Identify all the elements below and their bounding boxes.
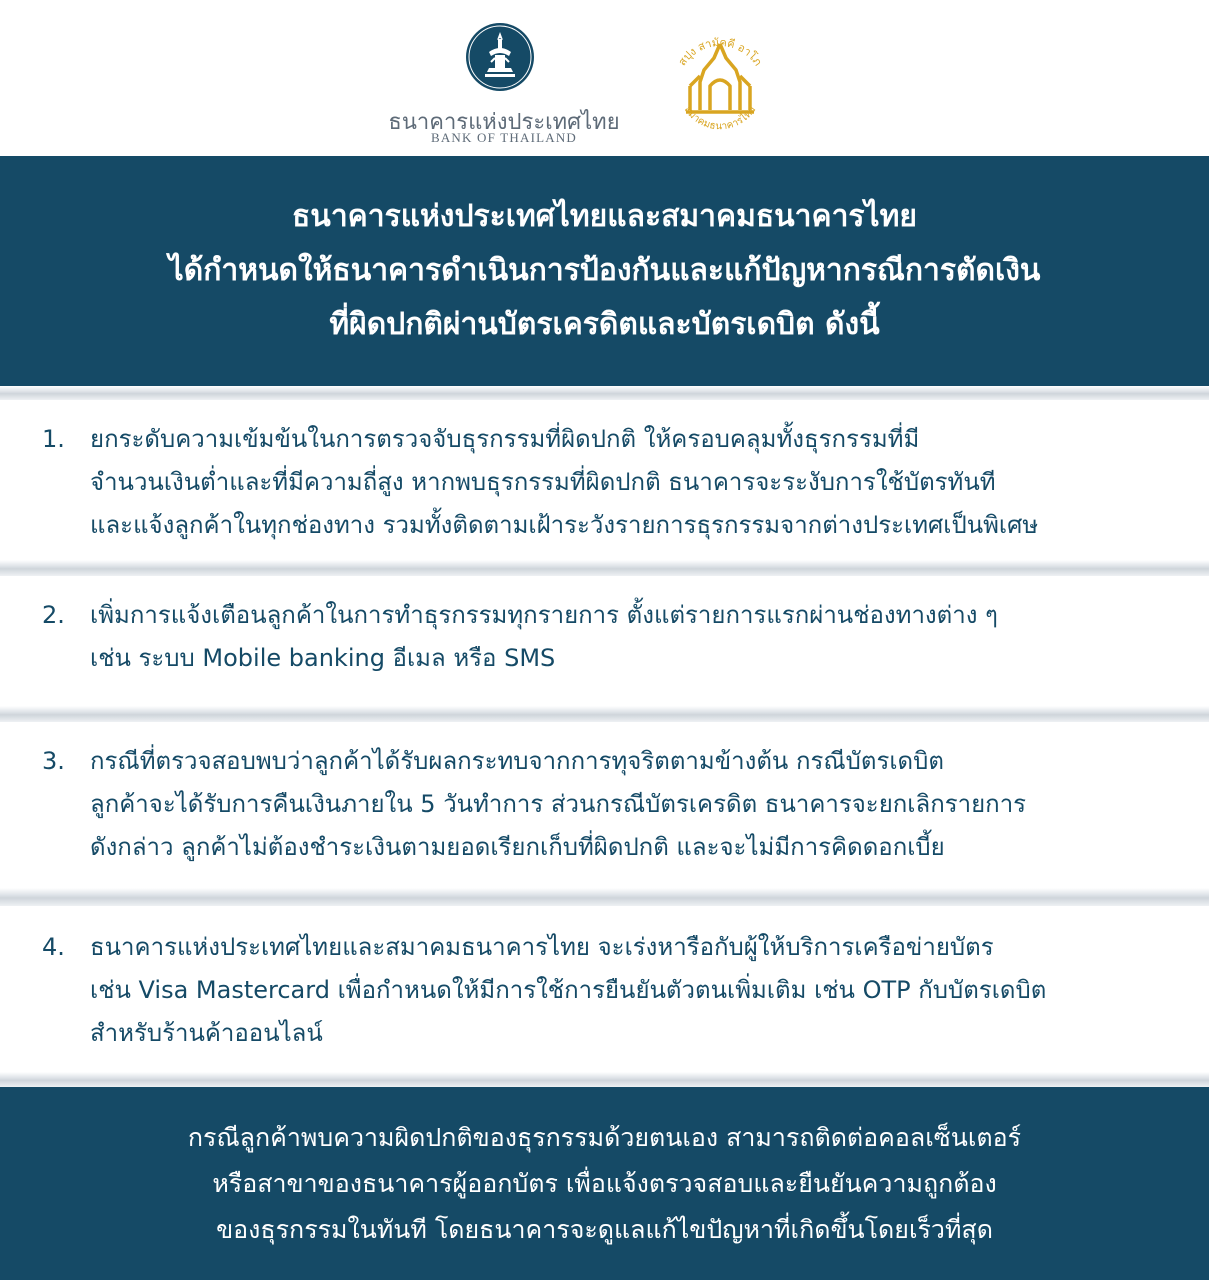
bank-of-thailand-logo	[388, 22, 620, 152]
item-line: และแจ้งลูกค้าในทุกช่องทาง รวมทั้งติดตามเฝ้าระวังรายการธุรกรรมจากต่างประเทศเป็นพิเศษ	[90, 511, 1039, 539]
item-text	[90, 418, 1190, 547]
item-text	[90, 594, 1190, 680]
banner-line-1: ธนาคารแห่งประเทศไทยและสมาคมธนาคารไทย	[292, 199, 917, 234]
footer-banner	[0, 1087, 1209, 1280]
item-number: 4.	[42, 933, 65, 961]
item-text	[90, 926, 1190, 1055]
svg-text:สปุง สามัคคี อาโภ: สปุง สามัคคี อาโภ	[675, 35, 765, 69]
list-item-4	[0, 906, 1209, 1072]
list-item-3	[0, 722, 1209, 888]
divider	[0, 560, 1209, 576]
logo-header	[0, 0, 1209, 156]
divider	[0, 1072, 1209, 1087]
item-line: ยกระดับความเข้มข้นในการตรวจจับธุรกรรมที่ผิดปกติ ให้ครอบคลุมทั้งธุรกรรมที่มี	[90, 425, 920, 453]
list-item-1	[0, 400, 1209, 560]
banner-line-3: ที่ผิดปกติผ่านบัตรเครดิตและบัตรเดบิต ดังนี้	[329, 307, 880, 342]
item-number: 1.	[42, 425, 65, 453]
item-number: 2.	[42, 601, 65, 629]
footer-line-3: ของธุรกรรมในทันที โดยธนาคารจะดูแลแก้ไขปัญหาที่เกิดขึ้นโดยเร็วที่สุด	[216, 1214, 993, 1244]
list-item-2	[0, 576, 1209, 706]
item-line: เช่น ระบบ Mobile banking อีเมล หรือ SMS	[90, 644, 556, 672]
divider	[0, 888, 1209, 906]
item-line: กรณีที่ตรวจสอบพบว่าลูกค้าได้รับผลกระทบจากการทุจริตตามข้างต้น กรณีบัตรเดบิต	[90, 747, 944, 775]
bot-emblem-icon	[465, 22, 535, 92]
divider	[0, 706, 1209, 722]
item-line: ลูกค้าจะได้รับการคืนเงินภายใน 5 วันทำการ ส่วนกรณีบัตรเครดิต ธนาคารจะยกเลิกรายการ	[90, 790, 1027, 818]
item-number: 3.	[42, 747, 65, 775]
thai-bankers-association-logo	[660, 30, 780, 142]
footer-line-2: หรือสาขาของธนาคารผู้ออกบัตร เพื่อแจ้งตรวจสอบและยืนยันความถูกต้อง	[212, 1168, 997, 1198]
svg-text:สมาคมธนาคารไทย: สมาคมธนาคารไทย	[681, 104, 759, 133]
banner-line-2: ได้กำหนดให้ธนาคารดำเนินการป้องกันและแก้ปัญหากรณีการตัดเงิน	[168, 253, 1041, 288]
divider	[0, 386, 1209, 400]
footer-line-1: กรณีลูกค้าพบความผิดปกติของธุรกรรมด้วยตนเอง สามารถติดต่อคอลเซ็นเตอร์	[187, 1122, 1022, 1152]
item-line: ธนาคารแห่งประเทศไทยและสมาคมธนาคารไทย จะเร่งหารือกับผู้ให้บริการเครือข่ายบัตร	[90, 933, 994, 961]
item-line: จำนวนเงินต่ำและที่มีความถี่สูง หากพบธุรกรรมที่ผิดปกติ ธนาคารจะระงับการใช้บัตรทันที	[90, 468, 996, 496]
bot-name-thai: ธนาคารแห่งประเทศไทย	[388, 109, 620, 134]
item-line: เพิ่มการแจ้งเตือนลูกค้าในการทำธุรกรรมทุกรายการ ตั้งแต่รายการแรกผ่านช่องทางต่าง ๆ	[90, 601, 998, 629]
item-text	[90, 740, 1190, 869]
bot-name-english: BANK OF THAILAND	[430, 130, 578, 145]
title-banner	[0, 156, 1209, 386]
item-line: สำหรับร้านค้าออนไลน์	[90, 1019, 323, 1047]
item-line: เช่น Visa Mastercard เพื่อกำหนดให้มีการใช้การยืนยันตัวตนเพิ่มเติม เช่น OTP กับบัตรเดบิต	[90, 976, 1047, 1004]
item-line: ดังกล่าว ลูกค้าไม่ต้องชำระเงินตามยอดเรียกเก็บที่ผิดปกติ และจะไม่มีการคิดดอกเบี้ย	[90, 833, 945, 861]
